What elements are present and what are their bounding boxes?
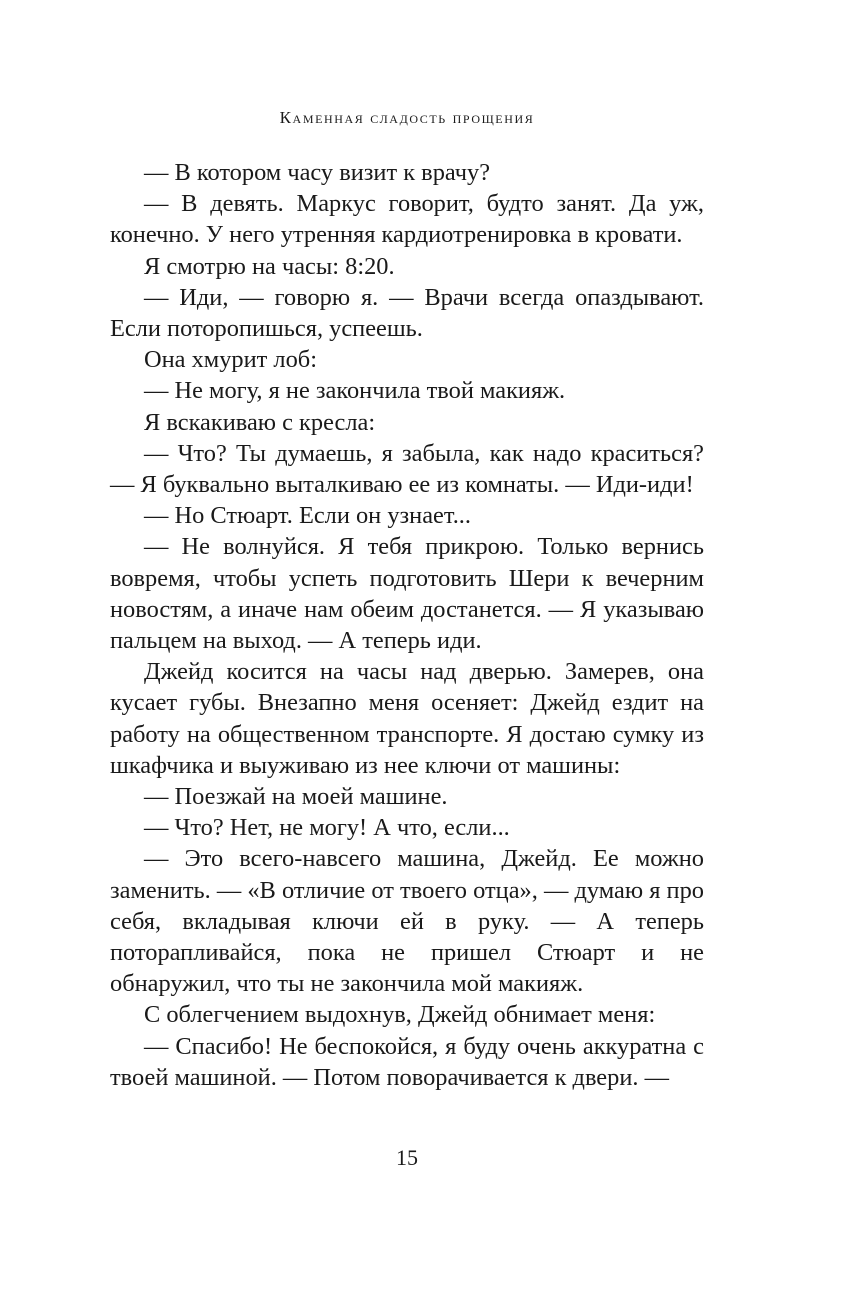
- paragraph: Джейд косится на часы над дверью. Замерев, она кусает губы. Внезапно меня осеняет: Джейд ездит на работу на общественном транспорте. Я достаю сумку из шкафчика и выуживаю из нее ключи от машины:: [110, 658, 704, 779]
- paragraph: — В котором часу визит к врачу?: [144, 159, 491, 186]
- paragraph: — В девять. Маркус говорит, будто занят. Да уж, конечно. У него утренняя кардиотренировка в кровати.: [110, 190, 704, 249]
- paragraph: — Поезжай на моей машине.: [144, 783, 448, 811]
- paragraph: — Не волнуйся. Я тебя прикрою. Только вернись вовремя, чтобы успеть подготовить Шери к вечерним новостям, а иначе нам обеим достанется. — Я указываю пальцем на выход. — А теперь иди.: [110, 533, 704, 655]
- paragraph: С облегчением выдохнув, Джейд обнимает меня:: [144, 1001, 656, 1029]
- paragraph: — Что? Нет, не могу! А что, если...: [144, 814, 510, 842]
- paragraph: — Спасибо! Не беспокойся, я буду очень аккуратна с твоей машиной. — Потом поворачивается к двери. —: [110, 1032, 704, 1091]
- running-title: Каменная сладость прощения: [279, 108, 535, 127]
- paragraph: Я вскакиваю с кресла:: [144, 408, 376, 436]
- paragraph: — Что? Ты думаешь, я забыла, как надо краситься? — Я буквально выталкиваю ее из комнаты. — Иди-иди!: [110, 439, 704, 499]
- paragraph: — Не могу, я не закончила твой макияж.: [144, 377, 566, 405]
- paragraph: — Но Стюарт. Если он узнает...: [144, 502, 471, 530]
- paragraph: — Иди, — говорю я. — Врачи всегда опаздывают. Если поторопишься, успеешь.: [110, 283, 704, 343]
- body-text: [110, 157, 704, 1093]
- paragraph: Она хмурит лоб:: [144, 346, 317, 374]
- book-page: [110, 0, 704, 1299]
- paragraph: Я смотрю на часы: 8:20.: [144, 252, 395, 280]
- page-number: 15: [396, 1145, 418, 1170]
- paragraph: — Это всего-навсего машина, Джейд. Ее можно заменить. — «В отличие от твоего отца», — думаю я про себя, вкладывая ключи ей в руку. — А теперь поторапливайся, пока не пришел Стюарт и не обнаружил, что ты не закончила мой макияж.: [110, 845, 704, 998]
